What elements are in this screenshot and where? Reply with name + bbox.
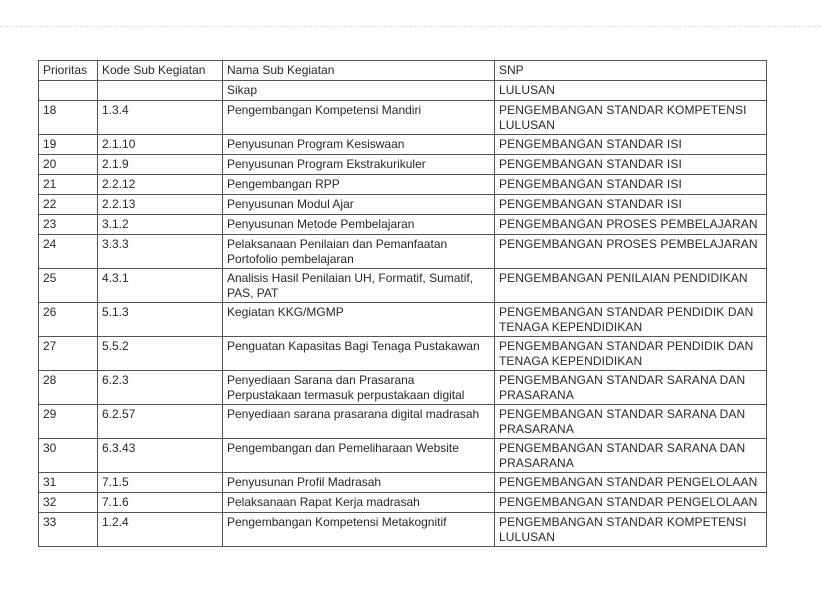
cell-nama-sub-kegiatan: Penyediaan sarana prasarana digital madrasah	[223, 405, 495, 439]
cell-prioritas: 31	[39, 473, 98, 493]
header-nama-sub-kegiatan: Nama Sub Kegiatan	[223, 61, 495, 81]
table-row	[39, 81, 767, 101]
table-row	[39, 405, 767, 439]
cell-prioritas: 32	[39, 493, 98, 513]
cell-nama-sub-kegiatan: Penyusunan Profil Madrasah	[223, 473, 495, 493]
cell-nama-sub-kegiatan: Penyusunan Metode Pembelajaran	[223, 215, 495, 235]
cell-prioritas	[39, 81, 98, 101]
cell-prioritas: 28	[39, 371, 98, 405]
cell-snp: LULUSAN	[495, 81, 767, 101]
cell-snp: PENGEMBANGAN STANDAR KOMPETENSI LULUSAN	[495, 513, 767, 547]
cell-prioritas: 26	[39, 303, 98, 337]
cell-kode-sub-kegiatan: 2.1.9	[98, 155, 223, 175]
cell-nama-sub-kegiatan: Pengembangan Kompetensi Mandiri	[223, 101, 495, 135]
cell-snp: PENGEMBANGAN STANDAR SARANA DAN PRASARANA	[495, 405, 767, 439]
cell-kode-sub-kegiatan: 6.2.3	[98, 371, 223, 405]
cell-snp: PENGEMBANGAN STANDAR ISI	[495, 175, 767, 195]
cell-kode-sub-kegiatan: 1.3.4	[98, 101, 223, 135]
scan-artifact-line	[0, 26, 821, 27]
cell-nama-sub-kegiatan: Pengembangan dan Pemeliharaan Website	[223, 439, 495, 473]
cell-snp: PENGEMBANGAN STANDAR SARANA DAN PRASARANA	[495, 371, 767, 405]
sub-kegiatan-table	[38, 60, 767, 547]
cell-snp: PENGEMBANGAN STANDAR PENDIDIK DAN TENAGA KEPENDIDIKAN	[495, 337, 767, 371]
table-row	[39, 235, 767, 269]
cell-prioritas: 25	[39, 269, 98, 303]
table-row	[39, 513, 767, 547]
cell-snp: PENGEMBANGAN STANDAR PENGELOLAAN	[495, 493, 767, 513]
cell-prioritas: 29	[39, 405, 98, 439]
cell-prioritas: 21	[39, 175, 98, 195]
cell-nama-sub-kegiatan: Pengembangan RPP	[223, 175, 495, 195]
cell-kode-sub-kegiatan: 7.1.5	[98, 473, 223, 493]
table-row	[39, 101, 767, 135]
cell-kode-sub-kegiatan: 4.3.1	[98, 269, 223, 303]
cell-kode-sub-kegiatan: 2.2.13	[98, 195, 223, 215]
cell-prioritas: 33	[39, 513, 98, 547]
table-row	[39, 473, 767, 493]
cell-nama-sub-kegiatan: Penyediaan Sarana dan Prasarana Perpustakaan termasuk perpustakaan digital	[223, 371, 495, 405]
table-body	[39, 81, 767, 547]
table-row	[39, 371, 767, 405]
cell-nama-sub-kegiatan: Kegiatan KKG/MGMP	[223, 303, 495, 337]
cell-nama-sub-kegiatan: Pelaksanaan Penilaian dan Pemanfaatan Portofolio pembelajaran	[223, 235, 495, 269]
cell-nama-sub-kegiatan: Pengembangan Kompetensi Metakognitif	[223, 513, 495, 547]
cell-prioritas: 22	[39, 195, 98, 215]
cell-snp: PENGEMBANGAN PROSES PEMBELAJARAN	[495, 235, 767, 269]
table-row	[39, 135, 767, 155]
cell-prioritas: 27	[39, 337, 98, 371]
header-kode-sub-kegiatan: Kode Sub Kegiatan	[98, 61, 223, 81]
table-row	[39, 493, 767, 513]
header-prioritas: Prioritas	[39, 61, 98, 81]
table-header-row	[39, 61, 767, 81]
cell-prioritas: 19	[39, 135, 98, 155]
table-row	[39, 337, 767, 371]
cell-prioritas: 20	[39, 155, 98, 175]
table-row	[39, 175, 767, 195]
table-row	[39, 215, 767, 235]
cell-prioritas: 23	[39, 215, 98, 235]
cell-kode-sub-kegiatan: 3.3.3	[98, 235, 223, 269]
header-snp: SNP	[495, 61, 767, 81]
cell-kode-sub-kegiatan: 3.1.2	[98, 215, 223, 235]
cell-nama-sub-kegiatan: Penguatan Kapasitas Bagi Tenaga Pustakawan	[223, 337, 495, 371]
cell-snp: PENGEMBANGAN PROSES PEMBELAJARAN	[495, 215, 767, 235]
cell-snp: PENGEMBANGAN STANDAR ISI	[495, 155, 767, 175]
cell-nama-sub-kegiatan: Penyusunan Program Kesiswaan	[223, 135, 495, 155]
cell-kode-sub-kegiatan: 2.1.10	[98, 135, 223, 155]
cell-prioritas: 24	[39, 235, 98, 269]
cell-nama-sub-kegiatan: Pelaksanaan Rapat Kerja madrasah	[223, 493, 495, 513]
cell-nama-sub-kegiatan: Penyusunan Modul Ajar	[223, 195, 495, 215]
cell-kode-sub-kegiatan: 6.2.57	[98, 405, 223, 439]
table-row	[39, 439, 767, 473]
cell-kode-sub-kegiatan: 2.2.12	[98, 175, 223, 195]
cell-snp: PENGEMBANGAN STANDAR ISI	[495, 135, 767, 155]
table-row	[39, 155, 767, 175]
cell-kode-sub-kegiatan: 5.5.2	[98, 337, 223, 371]
cell-kode-sub-kegiatan: 7.1.6	[98, 493, 223, 513]
table-row	[39, 303, 767, 337]
cell-snp: PENGEMBANGAN STANDAR KOMPETENSI LULUSAN	[495, 101, 767, 135]
table-row	[39, 195, 767, 215]
cell-prioritas: 18	[39, 101, 98, 135]
cell-nama-sub-kegiatan: Sikap	[223, 81, 495, 101]
cell-nama-sub-kegiatan: Penyusunan Program Ekstrakurikuler	[223, 155, 495, 175]
table-row	[39, 269, 767, 303]
cell-kode-sub-kegiatan: 5.1.3	[98, 303, 223, 337]
cell-snp: PENGEMBANGAN STANDAR SARANA DAN PRASARANA	[495, 439, 767, 473]
cell-snp: PENGEMBANGAN STANDAR PENGELOLAAN	[495, 473, 767, 493]
cell-kode-sub-kegiatan: 1.2.4	[98, 513, 223, 547]
cell-nama-sub-kegiatan: Analisis Hasil Penilaian UH, Formatif, Sumatif, PAS, PAT	[223, 269, 495, 303]
cell-kode-sub-kegiatan	[98, 81, 223, 101]
cell-snp: PENGEMBANGAN STANDAR PENDIDIK DAN TENAGA KEPENDIDIKAN	[495, 303, 767, 337]
cell-snp: PENGEMBANGAN PENILAIAN PENDIDIKAN	[495, 269, 767, 303]
cell-kode-sub-kegiatan: 6.3.43	[98, 439, 223, 473]
cell-snp: PENGEMBANGAN STANDAR ISI	[495, 195, 767, 215]
cell-prioritas: 30	[39, 439, 98, 473]
